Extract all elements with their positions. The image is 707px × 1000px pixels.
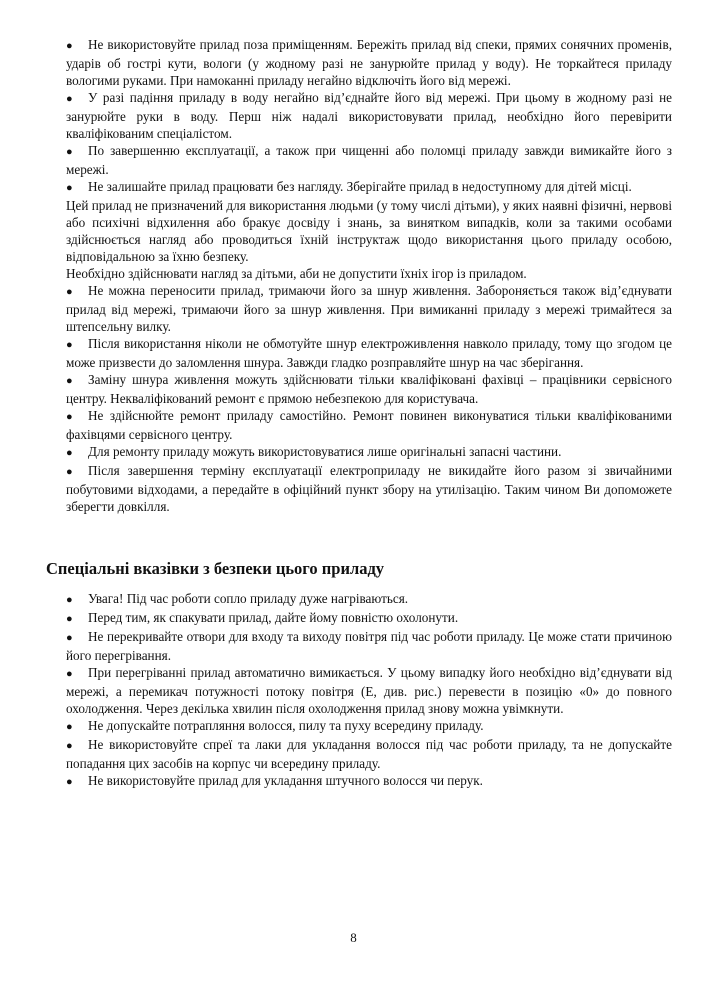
paragraph: Цей прилад не призначений для використання людьми (у тому числі дітьми), у яких наявні фізичні, нервові або психічні відхилення або бракує досвіду і знань, за винятком випадків, коли за такими особами здійснюється нагляд або проводиться їхній інструктаж щодо використання цього приладу особою, відповідальною за їхню безпеку. bbox=[66, 198, 672, 264]
item-text: Для ремонту приладу можуть використовуватися лише оригінальні запасні частини. bbox=[88, 444, 562, 459]
section-heading: Спеціальні вказівки з безпеки цього приладу bbox=[46, 559, 385, 578]
item-text: Не здійснюйте ремонт приладу самостійно. Ремонт повинен виконуватися тільки кваліфікованими фахівцями сервісного центру. bbox=[66, 408, 672, 442]
item-text: У разі падіння приладу в воду негайно від’єднайте його від мережі. При цьому в жодному разі не занурюйте руки в воду. Перш ніж надалі використовувати прилад, необхідно його перевірити кваліфікованим спеціалістом. bbox=[66, 90, 672, 141]
item-text: Не використовуйте прилад для укладання штучного волосся чи перук. bbox=[88, 773, 483, 788]
bullet-icon: ● bbox=[66, 613, 73, 625]
bullet-icon: ● bbox=[66, 375, 73, 387]
list-item bbox=[66, 335, 672, 371]
list-item bbox=[66, 772, 672, 791]
list-item bbox=[66, 407, 672, 443]
list-item bbox=[66, 628, 672, 664]
list-item bbox=[66, 664, 672, 717]
paragraph: Необхідно здійснювати нагляд за дітьми, аби не допустити їхніх ігор із приладом. bbox=[66, 266, 527, 281]
bullet-icon: ● bbox=[66, 286, 73, 298]
page-number: 8 bbox=[350, 930, 357, 945]
bullet-icon: ● bbox=[66, 146, 73, 158]
list-item bbox=[66, 736, 672, 772]
bullet-icon: ● bbox=[66, 721, 73, 733]
item-text: Не використовуйте прилад поза приміщенням. Бережіть прилад від спеки, прямих сонячних променів, ударів об гострі кути, вологи (у жодному разі не занурюйте прилад у воду). Не торкайтеся приладу вологими руками. При намоканні приладу негайно відключіть його від мережі. bbox=[66, 37, 672, 88]
item-text: Не перекривайте отвори для входу та виходу повітря під час роботи приладу. Це може стати причиною його перегрівання. bbox=[66, 629, 672, 663]
list-item bbox=[66, 178, 672, 197]
item-text: Після завершення терміну експлуатації електроприладу не викидайте його разом зі звичайними побутовими відходами, а передайте в офіційний пункт збору на утилізацію. Таким чином Ви допоможете зберегти довкілля. bbox=[66, 463, 672, 514]
bullet-icon: ● bbox=[66, 466, 73, 478]
item-text: При перегріванні прилад автоматично вимикається. У цьому випадку його необхідно від’єднувати від мережі, а перемикач потужності потоку повітря (E, див. рис.) перевести в позицію «0» до повного охолодження. Через декілька хвилин після охолодження прилад знову можна увімкнути. bbox=[66, 665, 672, 716]
list-item bbox=[66, 443, 672, 462]
list-item bbox=[66, 282, 672, 335]
bullet-icon: ● bbox=[66, 668, 73, 680]
bullet-icon: ● bbox=[66, 740, 73, 752]
bullet-icon: ● bbox=[66, 632, 73, 644]
bullet-icon: ● bbox=[66, 339, 73, 351]
item-text: Не можна переносити прилад, тримаючи його за шнур живлення. Забороняється також від’єднувати прилад від мережі, тримаючи його за шнур живлення. При вимиканні приладу з мережі тримайтеся за штепсельну вилку. bbox=[66, 283, 672, 334]
bullet-icon: ● bbox=[66, 182, 73, 194]
item-text: Увага! Під час роботи сопло приладу дуже нагріваються. bbox=[88, 591, 409, 606]
list-item bbox=[66, 142, 672, 178]
general-safety-list bbox=[66, 36, 672, 515]
item-text: Не використовуйте спреї та лаки для укладання волосся під час роботи приладу, та не допускайте попадання цих засобів на корпус чи всередину приладу. bbox=[66, 737, 672, 771]
list-item bbox=[66, 609, 672, 628]
item-text: По завершенню експлуатації, а також при чищенні або поломці приладу завжди вимикайте його з мережі. bbox=[66, 143, 672, 177]
list-item bbox=[66, 462, 672, 515]
bullet-icon: ● bbox=[66, 447, 73, 459]
bullet-icon: ● bbox=[66, 594, 73, 606]
item-text: Не допускайте потрапляння волосся, пилу та пуху всередину приладу. bbox=[88, 718, 484, 733]
bullet-icon: ● bbox=[66, 40, 73, 52]
item-text: Не залишайте прилад працювати без нагляду. Зберігайте прилад в недоступному для дітей місці. bbox=[88, 179, 632, 194]
item-text: Заміну шнура живлення можуть здійснювати тільки кваліфіковані фахівці – працівники сервісного центру. Некваліфікований ремонт є прямою небезпекою для користувача. bbox=[66, 372, 672, 406]
list-item bbox=[66, 36, 672, 89]
list-item bbox=[66, 717, 672, 736]
bullet-icon: ● bbox=[66, 93, 73, 105]
list-item bbox=[66, 590, 672, 609]
item-text: Перед тим, як спакувати прилад, дайте йому повністю охолонути. bbox=[88, 610, 459, 625]
list-item bbox=[66, 89, 672, 142]
bullet-icon: ● bbox=[66, 776, 73, 788]
device-specific-safety-list bbox=[66, 590, 672, 791]
item-text: Після використання ніколи не обмотуйте шнур електроживлення навколо приладу, тому що згодом це може призвести до заломлення шнура. Завжди гладко розправляйте шнур на час зберігання. bbox=[66, 336, 672, 370]
list-item bbox=[66, 371, 672, 407]
bullet-icon: ● bbox=[66, 411, 73, 423]
